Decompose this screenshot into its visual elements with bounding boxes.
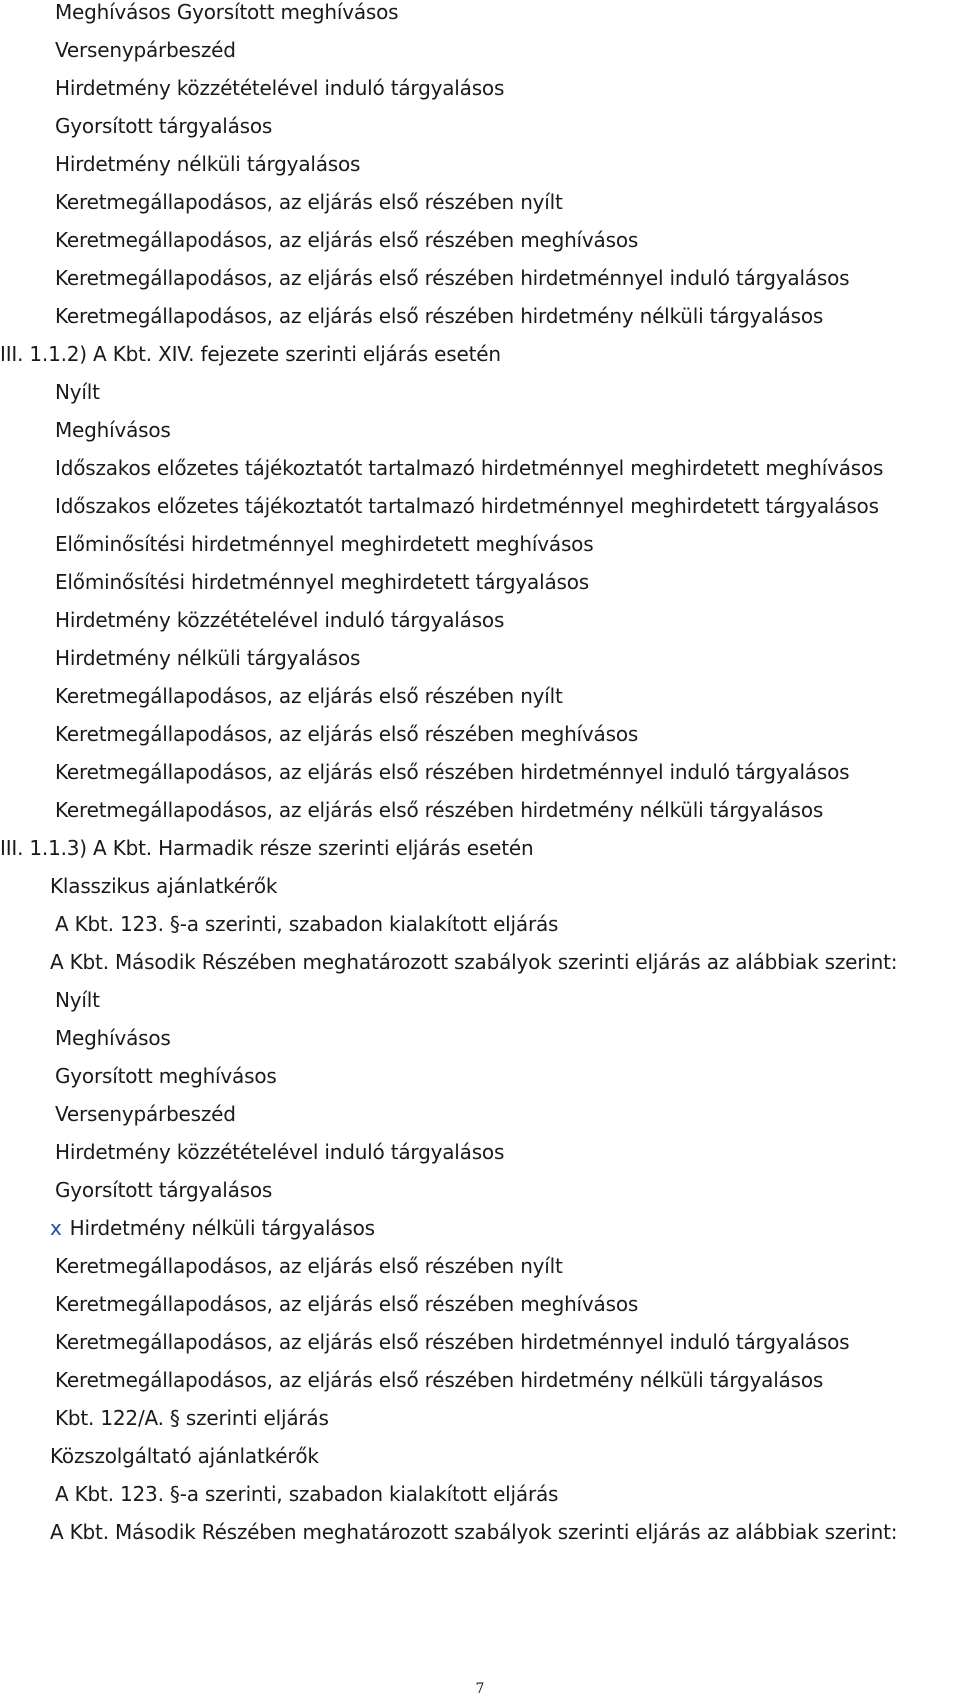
option-line: Hirdetmény nélküli tárgyalásos <box>55 646 361 670</box>
option-line: Keretmegállapodásos, az eljárás első részében hirdetmény nélküli tárgyalásos <box>55 1368 824 1392</box>
subsection-heading: Közszolgáltató ajánlatkérők <box>50 1444 319 1468</box>
option-line: Nyílt <box>55 988 100 1012</box>
option-line: Keretmegállapodásos, az eljárás első részében hirdetménnyel induló tárgyalásos <box>55 760 850 784</box>
option-line: Előminősítési hirdetménnyel meghirdetett tárgyalásos <box>55 570 589 594</box>
option-line: Keretmegállapodásos, az eljárás első részében nyílt <box>55 684 563 708</box>
option-line: A Kbt. Második Részében meghatározott szabályok szerinti eljárás az alábbiak szerint: <box>50 950 898 974</box>
section-heading: III. 1.1.2) A Kbt. XIV. fejezete szerinti eljárás esetén <box>0 342 501 366</box>
option-line: A Kbt. Második Részében meghatározott szabályok szerinti eljárás az alábbiak szerint: <box>50 1520 898 1544</box>
option-line: Időszakos előzetes tájékoztatót tartalmazó hirdetménnyel meghirdetett meghívásos <box>55 456 884 480</box>
option-line: Meghívásos <box>55 1026 171 1050</box>
option-line: Keretmegállapodásos, az eljárás első részében meghívásos <box>55 1292 639 1316</box>
option-line: Előminősítési hirdetménnyel meghirdetett meghívásos <box>55 532 594 556</box>
option-line: Versenypárbeszéd <box>55 38 236 62</box>
option-line: A Kbt. 123. §-a szerinti, szabadon kialakított eljárás <box>55 912 559 936</box>
option-line: Keretmegállapodásos, az eljárás első részében nyílt <box>55 1254 563 1278</box>
option-line: Kbt. 122/A. § szerinti eljárás <box>55 1406 329 1430</box>
option-line: Gyorsított meghívásos <box>55 1064 277 1088</box>
option-line: Hirdetmény közzétételével induló tárgyalásos <box>55 76 505 100</box>
page-number: 7 <box>475 1681 485 1697</box>
option-line: Hirdetmény közzétételével induló tárgyalásos <box>55 608 505 632</box>
option-line: Nyílt <box>55 380 100 404</box>
option-line: Keretmegállapodásos, az eljárás első részében meghívásos <box>55 228 639 252</box>
section-heading: III. 1.1.3) A Kbt. Harmadik része szerinti eljárás esetén <box>0 836 534 860</box>
option-line: Meghívásos Gyorsított meghívásos <box>55 0 399 24</box>
selected-option-line <box>50 1216 375 1240</box>
option-line: Versenypárbeszéd <box>55 1102 236 1126</box>
option-line: Keretmegállapodásos, az eljárás első részében nyílt <box>55 190 563 214</box>
subsection-heading: Klasszikus ajánlatkérők <box>50 874 278 898</box>
option-label: Hirdetmény nélküli tárgyalásos <box>69 1216 375 1240</box>
option-line: Gyorsított tárgyalásos <box>55 114 273 138</box>
option-line: Meghívásos <box>55 418 171 442</box>
option-line: A Kbt. 123. §-a szerinti, szabadon kialakított eljárás <box>55 1482 559 1506</box>
option-line: Hirdetmény nélküli tárgyalásos <box>55 152 361 176</box>
option-line: Keretmegállapodásos, az eljárás első részében hirdetménnyel induló tárgyalásos <box>55 1330 850 1354</box>
option-line: Keretmegállapodásos, az eljárás első részében hirdetménnyel induló tárgyalásos <box>55 266 850 290</box>
option-line: Gyorsított tárgyalásos <box>55 1178 273 1202</box>
option-line: Időszakos előzetes tájékoztatót tartalmazó hirdetménnyel meghirdetett tárgyalásos <box>55 494 879 518</box>
option-line: Keretmegállapodásos, az eljárás első részében meghívásos <box>55 722 639 746</box>
option-line: Hirdetmény közzétételével induló tárgyalásos <box>55 1140 505 1164</box>
option-line: Keretmegállapodásos, az eljárás első részében hirdetmény nélküli tárgyalásos <box>55 304 824 328</box>
selection-mark: x <box>50 1216 62 1240</box>
option-line: Keretmegállapodásos, az eljárás első részében hirdetmény nélküli tárgyalásos <box>55 798 824 822</box>
